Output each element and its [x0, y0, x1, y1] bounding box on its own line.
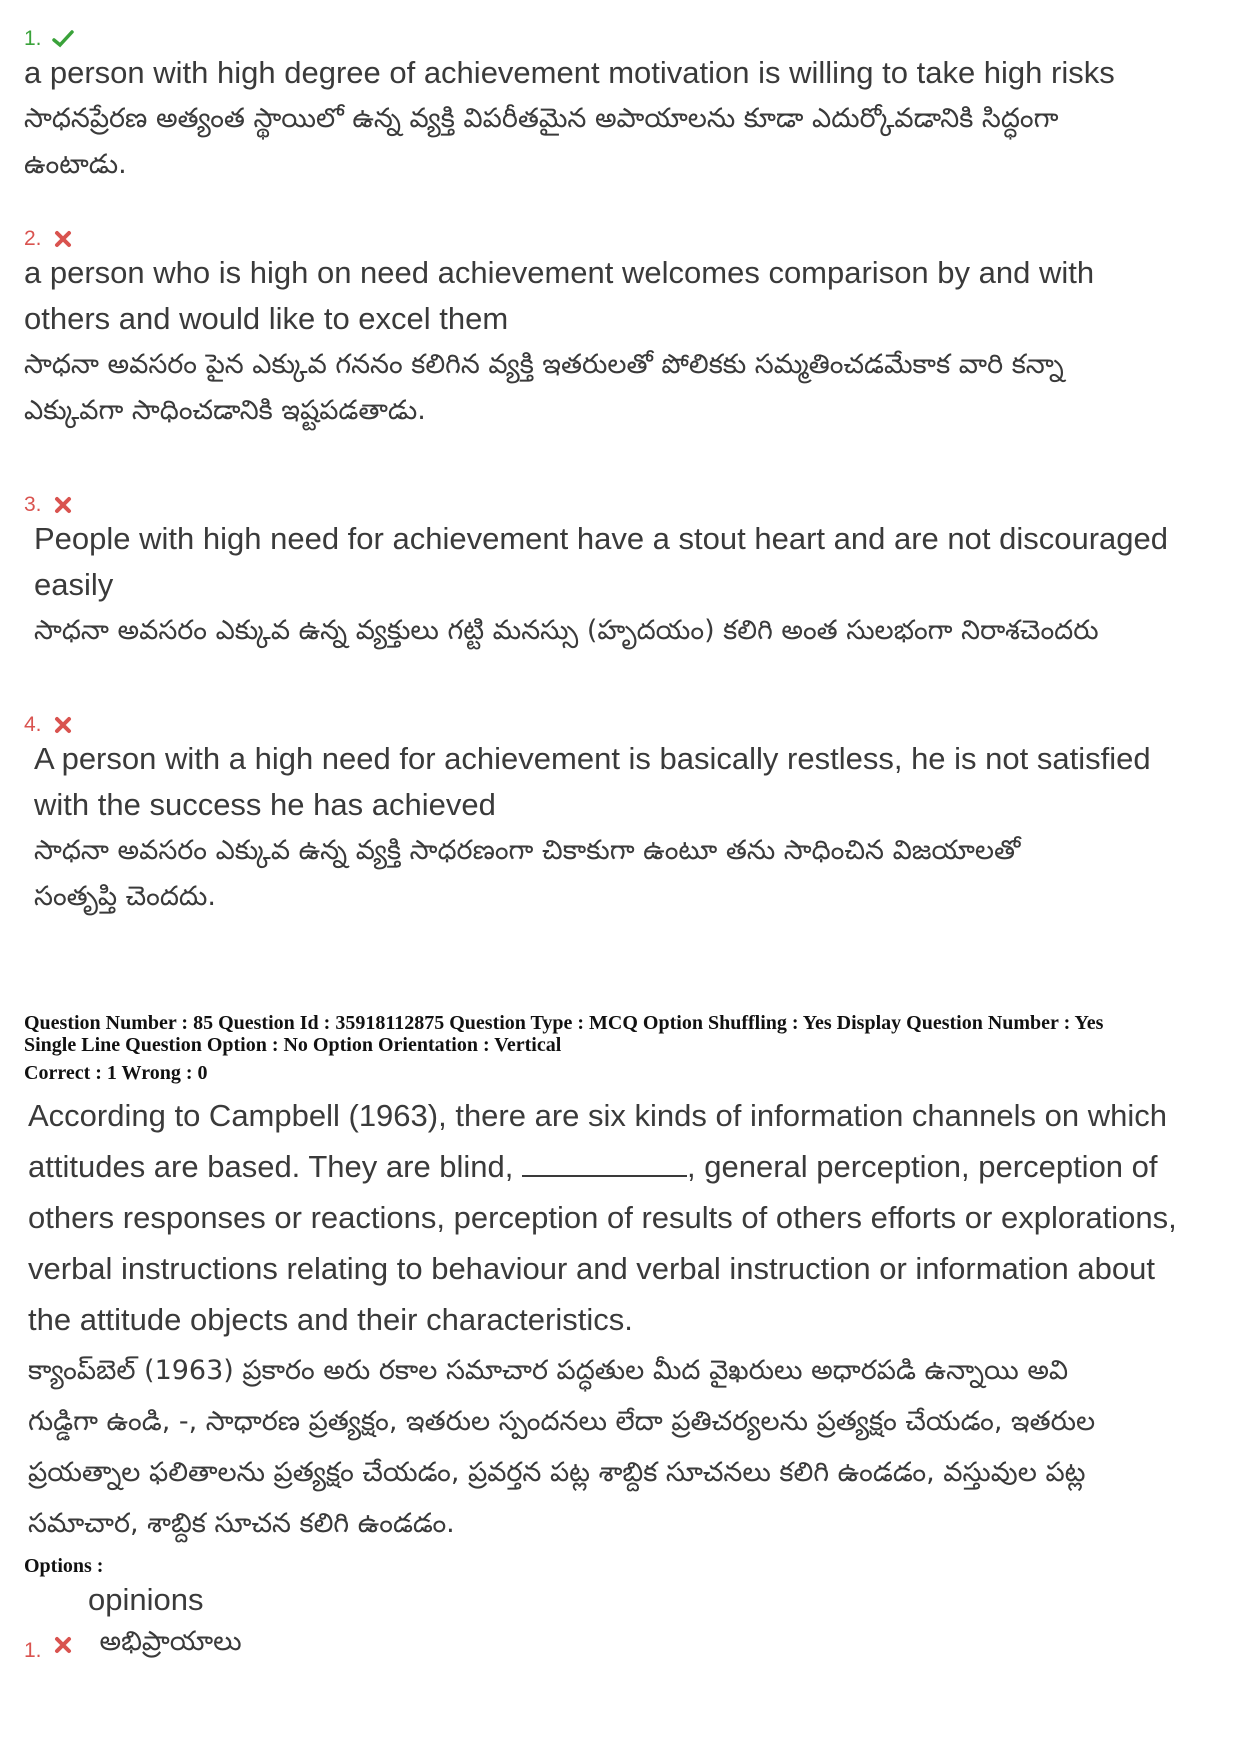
option-text-te: సాధనప్రేరణ అత్యంత స్థాయిలో ఉన్న వ్యక్తి విపరీతమైన అపాయాలను కూడా ఎదుర్కోవడానికి సిద్ధంగా: [24, 103, 1059, 134]
check-icon: [52, 28, 74, 50]
question-te-line: ప్రయత్నాల ఫలితాలను ప్రత్యక్షం చేయడం, ప్రవర్తన పట్ల శాబ్దిక సూచనలు కలిగి ఉండడం, వస్తువుల పట్ల: [28, 1457, 1086, 1488]
answer-option-1: [24, 1578, 1214, 1662]
question-en-segment: , general perception, perception of: [687, 1149, 1158, 1184]
option-number: 1.: [24, 27, 42, 50]
option-text-en: with the success he has achieved: [34, 787, 496, 822]
option-text-en: a person who is high on need achievement welcomes comparison by and with: [24, 255, 1095, 290]
option-1: [24, 22, 1214, 188]
option-2: [24, 222, 1214, 434]
question-meta: [24, 1012, 1224, 1084]
option-number: 3.: [24, 493, 42, 516]
option-number: 2.: [24, 227, 42, 250]
option-text-te: ఉంటాడు.: [24, 149, 127, 180]
question-en-segment: attitudes are based. They are blind,: [28, 1149, 514, 1184]
cross-icon: [52, 714, 74, 736]
cross-icon: [52, 494, 74, 516]
option-text-te: సాధనా అవసరం పైన ఎక్కువ గననం కలిగిన వ్యక్తి ఇతరులతో పోలికకు సమ్మతించడమేకాక వారి కన్నా: [24, 349, 1064, 380]
option-number: 1.: [24, 1639, 42, 1662]
option-4: [24, 708, 1214, 920]
cross-icon: [52, 1634, 74, 1656]
option-number: 4.: [24, 713, 42, 736]
question-en-line: According to Campbell (1963), there are six kinds of information channels on which: [28, 1098, 1167, 1133]
question-en-line: the attitude objects and their characteristics.: [28, 1302, 633, 1337]
option-text-en: others and would like to excel them: [24, 301, 509, 336]
correct-wrong-line: Correct : 1 Wrong : 0: [24, 1062, 208, 1084]
option-text-en: easily: [34, 567, 114, 602]
question-te-line: సమాచార, శాబ్దిక సూచన కలిగి ఉండడం.: [28, 1508, 455, 1539]
option-text-te: ఎక్కువగా సాధించడానికి ఇష్టపడతాడు.: [24, 395, 426, 426]
question-meta-line: Question Number : 85 Question Id : 35918112875 Question Type : MCQ Option Shuffling : Yes Display Question Number : Yes: [24, 1012, 1104, 1034]
question-en-line: [28, 1141, 1218, 1192]
question-meta-line: Single Line Question Option : No Option Orientation : Vertical: [24, 1034, 562, 1056]
options-label: Options :: [24, 1555, 104, 1577]
option-text-en: People with high need for achievement have a stout heart and are not discouraged: [34, 521, 1168, 556]
option-text-te: సాధనా అవసరం ఎక్కువ ఉన్న వ్యక్తులు గట్టి మనస్సు (హృదయం) కలిగి అంత సులభంగా నిరాశచెందరు: [34, 615, 1099, 646]
question-te-line: గుడ్డిగా ఉండి, -, సాధారణ ప్రత్యక్షం, ఇతరుల స్పందనలు లేదా ప్రతిచర్యలను ప్రత్యక్షం చేయడం, ఇతరుల: [28, 1406, 1096, 1437]
question-text: [28, 1090, 1218, 1549]
question-en-line: others responses or reactions, perception of results of others efforts or explorations,: [28, 1200, 1177, 1235]
option-text-te: సాధనా అవసరం ఎక్కువ ఉన్న వ్యక్తి సాధరణంగా చికాకుగా ఉంటూ తను సాధించిన విజయాలతో: [34, 835, 1021, 866]
option-text-en: opinions: [88, 1582, 204, 1617]
question-te-line: క్యాంప్‌బెల్ (1963) ప్రకారం అరు రకాల సమాచార పద్ధతుల మీద వైఖరులు అధారపడి ఉన్నాయి అవి: [28, 1355, 1069, 1386]
answer-blank: [522, 1149, 687, 1177]
option-text-en: A person with a high need for achievement is basically restless, he is not satisfied: [34, 741, 1151, 776]
option-text-en: a person with high degree of achievement motivation is willing to take high risks: [24, 55, 1115, 90]
option-text-te: సంతృప్తి చెందదు.: [34, 881, 216, 912]
option-text-te: అభిప్రాయాలు: [99, 1626, 242, 1657]
question-en-line: verbal instructions relating to behaviour and verbal instruction or information about: [28, 1251, 1155, 1286]
option-3: [24, 488, 1214, 654]
cross-icon: [52, 228, 74, 250]
